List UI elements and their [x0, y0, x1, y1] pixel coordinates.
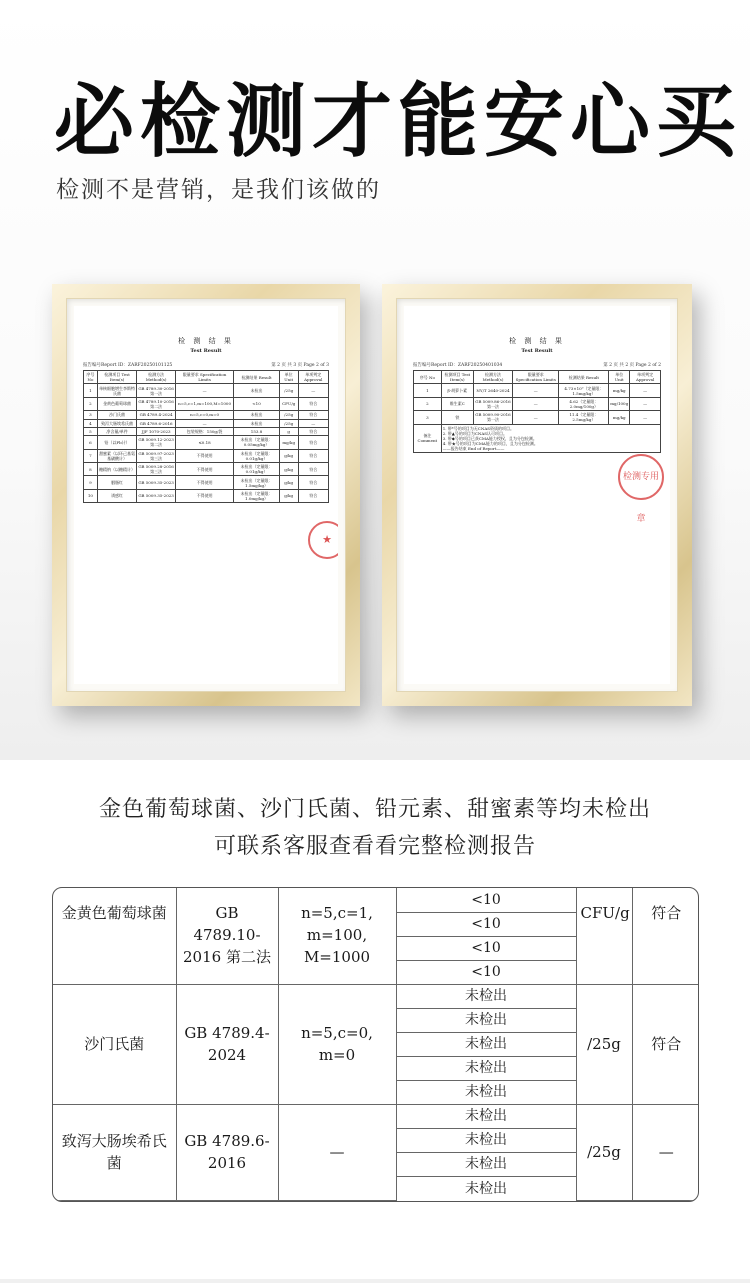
table-row	[414, 384, 661, 397]
notes-label: 备注 Comment	[414, 424, 442, 452]
table-cell: 铅（以Pb计）	[97, 436, 137, 449]
table-header-cell: 单位 Unit	[609, 371, 630, 384]
table-row	[414, 411, 661, 424]
table-cell: —	[513, 411, 559, 424]
report-meta	[74, 362, 338, 368]
table-cell: 7	[84, 449, 98, 462]
table-cell: 4.62（定量限：2.0mg/100g）	[559, 397, 609, 410]
table-cell: GB 4789.6-2016	[137, 419, 176, 427]
table-cell: GB 5009.12-2023 第二法	[138, 437, 174, 448]
result-cell: 未检出	[396, 1176, 576, 1200]
report-meta	[404, 362, 670, 368]
table-row	[84, 397, 329, 410]
report-table-right	[413, 370, 661, 453]
table-header-cell: 序号 No	[84, 371, 98, 384]
red-stamp-seal: 检测专用章	[618, 454, 664, 500]
table-cell: mg/kg	[609, 411, 630, 424]
table-cell: 未检出（定量限：0.01g/kg）	[234, 463, 280, 476]
table-cell: —	[630, 411, 661, 424]
report-page-right	[404, 306, 670, 684]
table-cell: 符合	[298, 427, 328, 435]
table-cell: /25g	[279, 419, 298, 427]
table-cell: NY/T 2640-2024	[473, 384, 512, 397]
table-row	[84, 427, 329, 435]
table-header-cell: 检测方法 Method(s)	[137, 371, 176, 384]
table-row	[84, 436, 329, 449]
table-cell: 不得使用	[175, 489, 233, 502]
table-cell: 未检出	[234, 419, 280, 427]
result-cell: <10	[396, 888, 576, 912]
table-row	[53, 888, 699, 912]
table-header-cell: 检测结果 Result	[234, 371, 280, 384]
table-cell: 未检出（定量限：1.0mg/kg）	[234, 489, 280, 502]
framed-report-left[interactable]	[52, 284, 360, 706]
report-subtitle: Test Result	[190, 348, 222, 354]
table-cell: GB 4789.4-2024	[137, 411, 176, 419]
table-cell: 4.73×10⁰（定量限：1.5mg/kg）	[559, 384, 609, 397]
table-cell: mg/kg	[609, 384, 630, 397]
table-cell: 2	[414, 397, 442, 410]
table-cell: β-胡萝卜素	[441, 384, 473, 397]
table-cell: /25g	[279, 411, 298, 419]
note-line: 3. 带◆号的项目已获CMA能力授权，且为分包检测。	[442, 435, 537, 441]
table-cell: mg/100g	[609, 397, 630, 410]
table-header-cell: 检测项目 Test Item(s)	[97, 371, 137, 384]
table-header-cell: 限量要求 Specification Limits	[175, 371, 233, 384]
table-cell: 符合	[298, 397, 328, 410]
bottom-divider	[0, 1279, 750, 1283]
item-cell: 致泻大肠埃希氏菌	[53, 1104, 176, 1200]
table-cell: /25g	[279, 384, 298, 397]
table-cell: 铁	[441, 411, 473, 424]
result-cell: 未检出	[396, 1104, 576, 1128]
table-cell: 不得使用	[175, 476, 233, 489]
table-cell: 不得使用	[175, 449, 233, 462]
table-cell: 4	[84, 419, 98, 427]
table-cell: 9	[84, 476, 98, 489]
red-stamp-seal: ★	[308, 521, 338, 559]
table-cell: 甜蜜素（以环己基氨基磺酸计）	[99, 450, 136, 461]
caption-line-1: 金色葡萄球菌、沙门氏菌、铅元素、甜蜜素等均未检出	[98, 797, 651, 822]
table-cell: 153.8	[234, 427, 280, 435]
table-row	[84, 449, 329, 462]
result-cell: 未检出	[396, 1152, 576, 1176]
table-cell: GB 5009.90-2016 第一法	[475, 412, 511, 423]
table-cell: GB 5009.35-2023	[137, 476, 176, 489]
table-cell: ≤0.18	[175, 436, 233, 449]
unit-cell: /25g	[576, 984, 632, 1104]
table-cell: 未检出（定量限：1.5mg/kg）	[234, 476, 280, 489]
table-cell: 未检出（定量限：0.05mg/kg）	[234, 436, 280, 449]
table-cell: 诱惑红	[97, 489, 137, 502]
result-cell: <10	[396, 912, 576, 936]
table-row	[84, 489, 329, 502]
table-header-cell: 检测项目 Test Item(s)	[441, 371, 473, 384]
table-cell: GB 4789.30-2016 第一法	[138, 385, 174, 396]
table-cell: g	[279, 427, 298, 435]
report-id: 报告编号Report ID：ZARF20250401034	[413, 363, 503, 368]
table-header-cell: 单项判定 Approval	[630, 371, 661, 384]
result-cell: 未检出	[396, 984, 576, 1008]
table-cell: g/kg	[279, 476, 298, 489]
table-cell: mg/kg	[279, 436, 298, 449]
table-cell: 未检出（定量限：0.01g/kg）	[234, 449, 280, 462]
table-row	[414, 397, 661, 410]
table-cell: 符合	[298, 411, 328, 419]
table-cell: 符合	[298, 436, 328, 449]
method-cell: GB 4789.10-2016 第二法	[176, 888, 278, 984]
report-title: 检 测 结 果	[509, 337, 565, 345]
table-cell: 未检出	[234, 411, 280, 419]
table-cell: n=5,c=1,m=100,M=1000	[175, 397, 233, 410]
spec-cell: n=5,c=1, m=100, M=1000	[278, 888, 396, 984]
table-row	[53, 984, 699, 1008]
table-cell: g/kg	[279, 449, 298, 462]
item-cell: 沙门氏菌	[53, 984, 176, 1104]
table-header-cell: 检测结果 Result	[559, 371, 609, 384]
table-cell: 包装规格：150g/袋	[175, 427, 233, 435]
table-cell: —	[630, 384, 661, 397]
table-cell: 符合	[298, 449, 328, 462]
table-cell: 5	[84, 427, 98, 435]
table-cell: 胭脂红	[97, 476, 137, 489]
table-cell: GB 5009.86-2016 第一法	[475, 398, 511, 409]
table-row	[53, 1104, 699, 1128]
result-cell: 未检出	[396, 1008, 576, 1032]
report-id: 报告编号Report ID：ZARF20250101125	[83, 363, 173, 368]
table-cell: 3	[414, 411, 442, 424]
table-cell: 3	[84, 411, 98, 419]
table-cell: 2	[84, 397, 98, 410]
framed-report-right[interactable]	[382, 284, 692, 706]
table-header-cell: 限量要求 Specification Limits	[513, 371, 559, 384]
table-row	[84, 463, 329, 476]
report-title: 检 测 结 果	[178, 337, 234, 345]
table-cell: CFU/g	[279, 397, 298, 410]
report-subtitle: Test Result	[521, 348, 553, 354]
item-cell: 金黄色葡萄球菌	[53, 888, 176, 984]
notes-row	[414, 424, 661, 452]
table-cell: JJF 1070-2023	[137, 427, 176, 435]
result-cell: <10	[396, 936, 576, 960]
table-cell: 符合	[298, 476, 328, 489]
table-row	[84, 419, 329, 427]
report-page-left	[74, 306, 338, 684]
unit-cell: CFU/g	[576, 888, 632, 984]
method-cell: GB 4789.4-2024	[176, 984, 278, 1104]
end-of-report: ——报告结束 End of Report——	[442, 445, 505, 451]
table-cell: g/kg	[279, 463, 298, 476]
table-cell: <10	[234, 397, 280, 410]
unit-cell: /25g	[576, 1104, 632, 1200]
result-cell: 未检出	[396, 1080, 576, 1104]
table-cell: 10	[84, 489, 98, 502]
table-cell: 金黄色葡萄球菌	[97, 397, 137, 410]
approval-cell: 符合	[632, 888, 699, 984]
table-cell: —	[513, 397, 559, 410]
table-cell: 1	[84, 384, 98, 397]
table-cell: 符合	[298, 463, 328, 476]
table-cell: GB 5009.28-2016 第三法	[138, 464, 174, 475]
table-cell: 11.4（定量限：2.5mg/kg）	[559, 411, 609, 424]
table-cell: —	[513, 384, 559, 397]
table-row	[84, 411, 329, 419]
table-cell: 符合	[298, 489, 328, 502]
test-results-table	[52, 887, 699, 1202]
table-cell: 未检出	[234, 384, 280, 397]
table-cell: 净含量/单件	[97, 427, 137, 435]
table-cell: —	[298, 384, 328, 397]
table-cell: 单核细胞增生李斯特氏菌	[99, 385, 136, 396]
table-row	[84, 476, 329, 489]
table-row	[84, 384, 329, 397]
approval-cell: —	[632, 1104, 699, 1200]
report-page: 第 2 页 共 3 页 Page 2 of 3	[271, 363, 329, 368]
table-cell: GB 5009.97-2023 第三法	[138, 450, 174, 461]
table-cell: GB 4789.10-2016 第二法	[138, 398, 174, 409]
headline: 必检测才能安心买	[54, 75, 742, 168]
method-cell: GB 4789.6-2016	[176, 1104, 278, 1200]
table-header-cell: 单项判定 Approval	[298, 371, 328, 384]
table-cell: 1	[414, 384, 442, 397]
approval-cell: 符合	[632, 984, 699, 1104]
table-cell: g/kg	[279, 489, 298, 502]
spec-cell: —	[278, 1104, 396, 1200]
table-cell: 维生素C	[441, 397, 473, 410]
table-header-cell: 单位 Unit	[279, 371, 298, 384]
table-cell: 不得使用	[175, 463, 233, 476]
table-cell: n=5,c=0,m=0	[175, 411, 233, 419]
note-line: 1. 带*号的项目为无CNAS资质的项目。	[442, 425, 514, 431]
table-cell: 沙门氏菌	[97, 411, 137, 419]
table-cell: 糖精钠（以糖精计）	[97, 463, 137, 476]
table-cell: —	[630, 397, 661, 410]
table-cell: —	[298, 419, 328, 427]
table-cell: 6	[84, 436, 98, 449]
report-table-left	[83, 370, 329, 503]
result-cell: 未检出	[396, 1032, 576, 1056]
table-header-cell: 序号 No	[414, 371, 442, 384]
table-cell: —	[175, 384, 233, 397]
result-cell: 未检出	[396, 1056, 576, 1080]
table-cell: GB 5009.35-2023	[137, 489, 176, 502]
result-cell: 未检出	[396, 1128, 576, 1152]
caption-line-2: 可联系客服查看看完整检测报告	[213, 834, 536, 859]
report-page: 第 2 页 共 2 页 Page 2 of 2	[603, 363, 661, 368]
note-line: 4. 带★号的项目为CMA能力的项目，且为分包检测。	[442, 440, 538, 446]
note-line: 2. 带▲号的项目为CNAS认可项目。	[442, 430, 508, 436]
subheadline: 检测不是营销，是我们该做的	[56, 177, 381, 203]
result-cell: <10	[396, 960, 576, 984]
table-cell: —	[175, 419, 233, 427]
table-header-cell: 检测方法 Method(s)	[473, 371, 512, 384]
spec-cell: n=5,c=0, m=0	[278, 984, 396, 1104]
notes-cell	[441, 424, 660, 452]
table-cell: 8	[84, 463, 98, 476]
table-cell: 致泻大肠埃希氏菌	[97, 419, 137, 427]
